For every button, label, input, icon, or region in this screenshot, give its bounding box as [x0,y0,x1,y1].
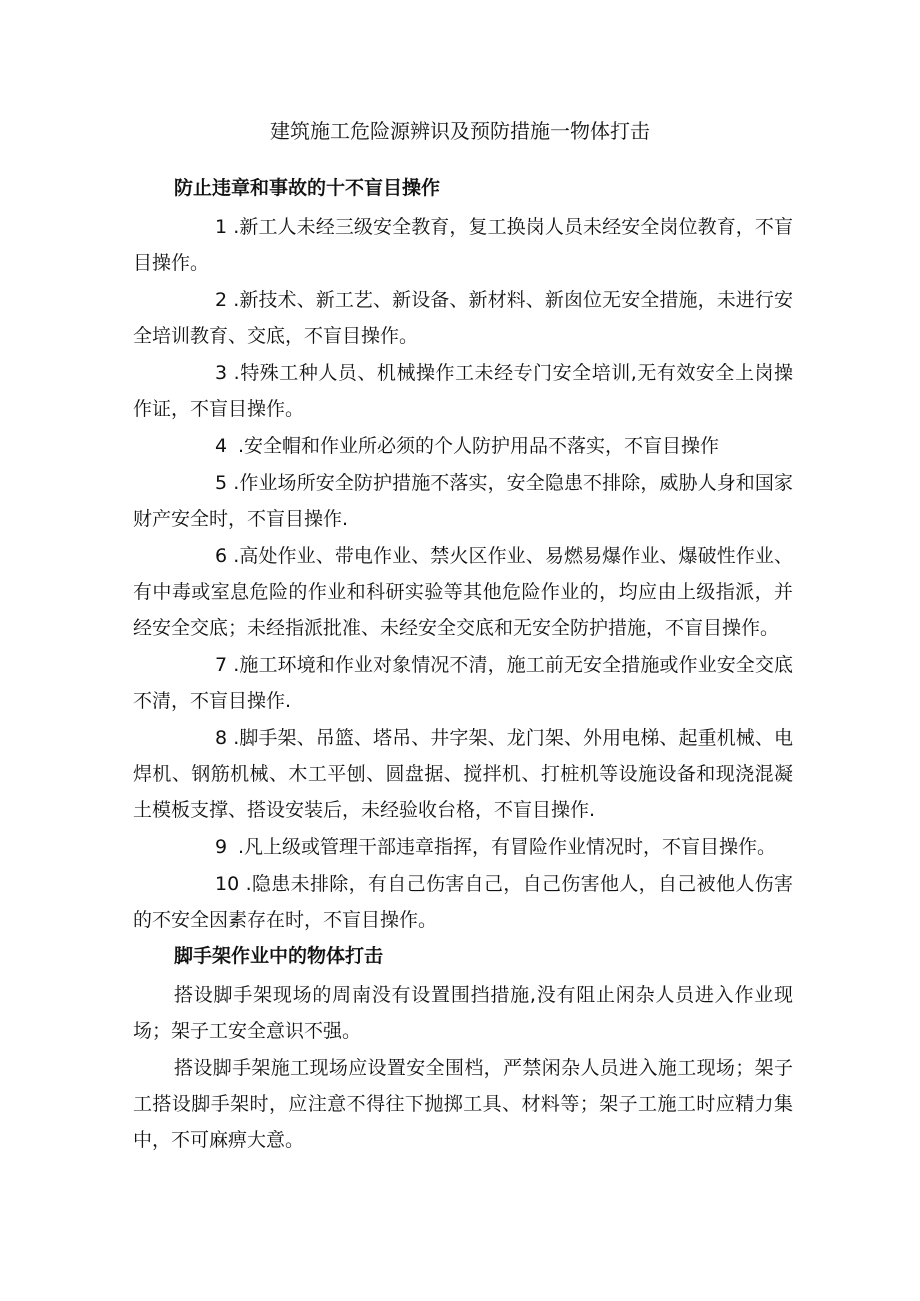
item-text: .作业场所安全防护措施不落实，安全隐患不排除，威胁人身和国家财产安全时，不盲目操作. [133,472,793,530]
item-number: 6 [215,545,228,567]
item-text: .新技术、新工艺、新设备、新材料、新囱位无安全措施，未进行安全培训教育、交底，不盲目操作。 [133,289,793,347]
paragraph: 搭设脚手架施工现场应设置安全围档，严禁闲杂人员进入施工现场；架子工搭设脚手架时，应注意不得往下抛掷工具、材料等；架子工施工时应精力集中，不可麻痹大意。 [133,1057,793,1151]
item-text: .高处作业、带电作业、禁火区作业、易燃易爆作业、爆破性作业、有中毒或室息危险的作业和科研实验等其他危险作业的，均应由上级指派，并经安全交底；未经指派批准、未经安全交底和无安全防护措施，不盲目操作。 [133,545,793,639]
list-item [133,720,793,828]
item-number: 4 [215,435,228,457]
item-text: .特殊工种人员、机械操作工未经专门安全培训,无有效安全上岗操作证，不盲目操作。 [133,362,793,420]
list-item [133,282,793,354]
section-heading-ten-rules: 防止违章和事故的十不盲目操作 [174,177,441,199]
item-number: 3 [215,362,228,384]
item-number: 8 [215,727,228,749]
list-item [133,465,793,537]
list-item [133,866,793,938]
item-number: 1 [215,216,228,238]
item-text: .隐患未排除，有自己伤害自己，自己伤害他人，自己被他人伤害的不安全因素存在时，不盲目操作。 [133,873,793,931]
document-title: 建筑施工危险源辨识及预防措施一物体打击 [270,119,650,143]
list-item [133,355,793,427]
item-number: 9 [215,836,228,858]
section-heading-scaffolding: 脚手架作业中的物体打击 [174,945,384,967]
list-item [133,829,793,865]
list-item [133,538,793,646]
item-text: .安全帽和作业所必须的个人防护用品不落实，不盲目操作 [238,435,720,457]
list-item [133,209,793,281]
list-item [133,428,793,464]
paragraph: 搭设脚手架现场的周南没有设置围挡措施,没有阻止闲杂人员进入作业现场；架子工安全意识不强。 [133,984,793,1042]
item-number: 2 [215,289,228,311]
item-text: .脚手架、吊篮、塔吊、井字架、龙门架、外用电梯、起重机械、电焊机、钢筋机械、木工平刨、圆盘据、搅拌机、打桩机等设施设备和现浇混凝土模板支撑、搭设安装后，未经验收台格，不盲目操作. [133,727,793,821]
item-number: 5 [215,472,228,494]
item-text: .施工环境和作业对象情况不清，施工前无安全措施或作业安全交底不清，不盲目操作. [133,654,793,712]
item-number: 7 [215,654,228,676]
document-body [133,171,793,1159]
list-item [133,647,793,719]
item-text: .新工人未经三级安全教育，复工换岗人员未经安全岗位教育，不盲目操作。 [133,216,793,274]
item-number: 10 [215,873,240,895]
item-text: .凡上级或管理干部违章指挥，有冒险作业情况时，不盲目操作。 [238,836,777,858]
